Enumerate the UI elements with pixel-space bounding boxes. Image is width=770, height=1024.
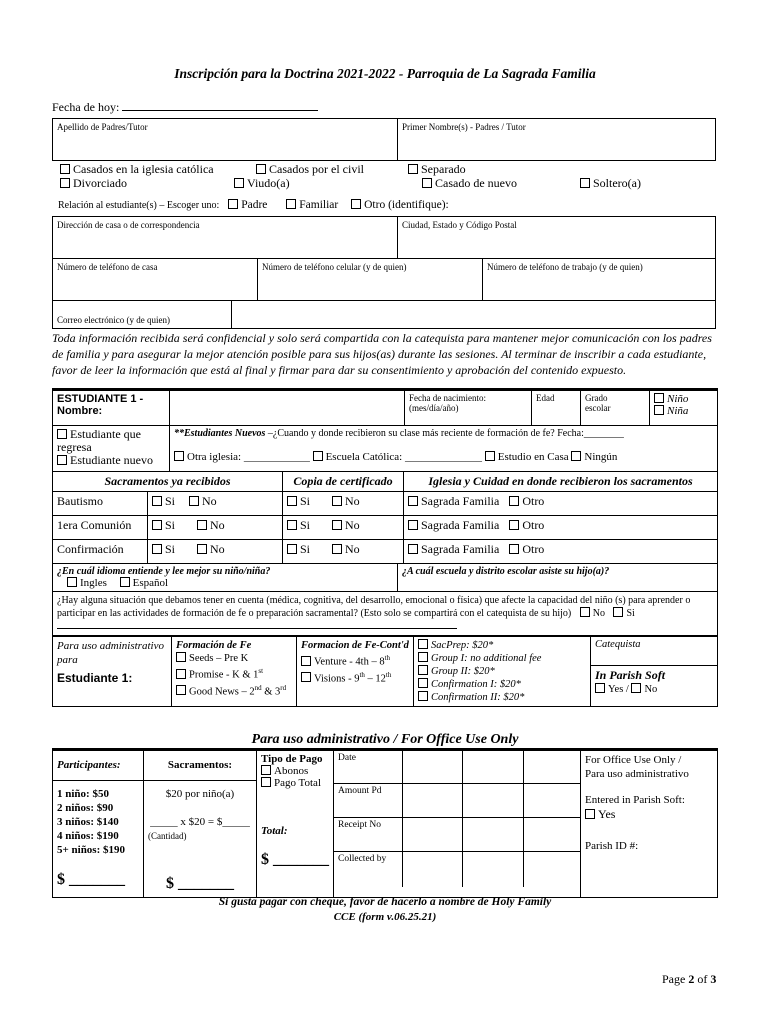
estudio-casa-option[interactable]: Estudio en Casa bbox=[485, 451, 569, 463]
student-type-cell bbox=[53, 426, 170, 472]
checkbox-icon bbox=[418, 665, 428, 675]
sacprep-option[interactable]: SacPrep: $20* bbox=[418, 639, 586, 652]
formacion-cont-cell: Formacion de Fe-Cont'd Venture - 4th – 8th Visions - 9th – 12th bbox=[297, 637, 414, 707]
checkbox-icon bbox=[654, 393, 664, 403]
checkbox-icon bbox=[422, 178, 432, 188]
log-cell[interactable] bbox=[523, 817, 580, 851]
ningun-option[interactable]: Ningún bbox=[571, 451, 617, 463]
checkbox-icon bbox=[60, 178, 70, 188]
status-separado[interactable]: Separado bbox=[408, 162, 466, 176]
checkbox-icon bbox=[301, 656, 311, 666]
checkbox-icon bbox=[174, 451, 184, 461]
sacraments-header-church: Iglesia y Cuidad en donde recibieron los sacramentos bbox=[404, 472, 718, 492]
checkbox-icon bbox=[287, 520, 297, 530]
new-student-info: **Estudiantes Nuevos –¿Cuando y donde recibieron su clase más reciente de formación de fe? Fecha:________ Otra iglesia: ____________ Escuela Católica: ______________ Estudio en Casa Ningún bbox=[170, 426, 718, 472]
checkbox-icon bbox=[197, 520, 207, 530]
venture-option[interactable]: Venture - 4th – 8th bbox=[301, 652, 409, 669]
sacrament-received-options[interactable]: Si No bbox=[148, 540, 283, 564]
sacraments-table bbox=[52, 471, 718, 564]
home-phone-field[interactable]: Número de teléfono de casa bbox=[53, 259, 258, 301]
checkbox-icon bbox=[585, 809, 595, 819]
form-title: Inscripción para la Doctrina 2021-2022 - Parroquia de La Sagrada Familia bbox=[174, 66, 596, 81]
sacrament-received-options[interactable]: Si No bbox=[148, 516, 283, 540]
log-cell[interactable] bbox=[463, 817, 523, 851]
checkbox-icon bbox=[509, 496, 519, 506]
catequista-cell: Catequista In Parish Soft Yes / No bbox=[591, 637, 718, 707]
church-options[interactable]: Sagrada Familia Otro bbox=[404, 540, 718, 564]
checkbox-icon bbox=[176, 669, 186, 679]
parent-table bbox=[52, 118, 716, 161]
sacraments-fee-cell: Sacramentos: $20 por niño(a) _____ x $20 = $_____ (Cantidad) $ _______ bbox=[144, 751, 257, 898]
abonos-option[interactable]: Abonos bbox=[261, 765, 329, 777]
checkbox-icon bbox=[418, 691, 428, 701]
lang-espanol[interactable]: Español bbox=[120, 577, 168, 589]
language-table bbox=[52, 563, 718, 636]
situation-no[interactable]: No bbox=[580, 608, 605, 619]
log-cell[interactable] bbox=[463, 783, 523, 817]
student-regresa[interactable]: Estudiante que regresa bbox=[57, 427, 141, 454]
checkbox-icon bbox=[152, 544, 162, 554]
checkbox-icon bbox=[189, 496, 199, 506]
parish-soft-options[interactable]: Yes / No bbox=[595, 683, 713, 695]
date-row bbox=[52, 98, 318, 115]
visions-option[interactable]: Visions - 9th – 12th bbox=[301, 669, 409, 686]
goodnews-option[interactable]: Good News – 2nd & 3rd bbox=[176, 682, 292, 699]
checkbox-icon bbox=[176, 685, 186, 695]
certificate-options[interactable]: Si No bbox=[283, 516, 404, 540]
log-cell[interactable] bbox=[463, 851, 523, 887]
checkbox-icon bbox=[408, 164, 418, 174]
email-label-cell: Correo electrónico (y de quien) bbox=[53, 301, 232, 329]
relation-familiar[interactable]: Familiar bbox=[286, 199, 338, 211]
grade-field[interactable]: Grado escolar bbox=[581, 391, 650, 425]
checkbox-icon bbox=[197, 544, 207, 554]
office-table bbox=[52, 750, 718, 898]
relation-otro[interactable]: Otro (identifique): bbox=[351, 199, 449, 211]
page-number: Page 2 of 3 bbox=[662, 972, 717, 986]
sacrament-name: Confirmación bbox=[53, 540, 148, 564]
checkbox-icon bbox=[286, 199, 296, 209]
sacrament-name: Bautismo bbox=[53, 492, 148, 516]
admin-label-cell: Para uso administrativo para Estudiante 1: bbox=[53, 637, 172, 707]
work-phone-field[interactable]: Número de teléfono de trabajo (y de quien) bbox=[483, 259, 716, 301]
seeds-option[interactable]: Seeds – Pre K bbox=[176, 652, 292, 665]
payment-total-field[interactable]: $ _______ bbox=[261, 851, 329, 868]
date-label: Fecha de hoy: bbox=[52, 100, 120, 114]
parish-id-field[interactable]: Parish ID #: bbox=[585, 840, 639, 852]
student-nuevo[interactable]: Estudiante nuevo bbox=[57, 454, 165, 467]
checkbox-icon bbox=[509, 520, 519, 530]
checkbox-icon bbox=[418, 639, 428, 649]
church-options[interactable]: Sagrada Familia Otro bbox=[404, 492, 718, 516]
log-cell[interactable] bbox=[403, 783, 463, 817]
parent-firstname-field[interactable]: Primer Nombre(s) - Padres / Tutor bbox=[398, 119, 716, 161]
checkbox-icon bbox=[595, 683, 605, 693]
checkbox-icon bbox=[418, 652, 428, 662]
checkbox-icon bbox=[120, 577, 130, 587]
language-cell: ¿En cuál idioma entiende y lee mejor su niño/niña? Ingles Español bbox=[53, 564, 398, 592]
address-table bbox=[52, 216, 716, 259]
checkbox-icon bbox=[332, 544, 342, 554]
pago-total-option[interactable]: Pago Total bbox=[261, 777, 329, 789]
checkbox-icon bbox=[152, 520, 162, 530]
checkbox-icon bbox=[57, 455, 67, 465]
city-field[interactable]: Ciudad, Estado y Código Postal bbox=[398, 217, 716, 259]
participants-total-field[interactable]: $ _______ bbox=[57, 871, 125, 888]
gender-nino[interactable]: Niño bbox=[654, 393, 713, 405]
situation-cell: ¿Hay alguna situación que debamos tener en cuenta (médica, cognitiva, del desarrollo, emocional o física) que afecte la capacidad del niño (s) para aprender o participar en las actividades de formación de fe o preparación sacramental? (Esto solo se compartirá con el catequista de su hijo) No Si bbox=[53, 592, 718, 636]
parent-lastname-field[interactable]: Apellido de Padres/Tutor bbox=[53, 119, 398, 161]
sacprep-cell bbox=[414, 637, 591, 707]
status-casado-nuevo[interactable]: Casado de nuevo bbox=[422, 176, 517, 190]
status-casados-civil[interactable]: Casados por el civil bbox=[256, 162, 364, 176]
checkbox-icon bbox=[261, 777, 271, 787]
promise-option[interactable]: Promise - K & 1st bbox=[176, 665, 292, 682]
status-divorciado[interactable]: Divorciado bbox=[60, 176, 127, 190]
checkbox-icon bbox=[287, 544, 297, 554]
email-field[interactable] bbox=[232, 301, 716, 329]
checkbox-icon bbox=[571, 451, 581, 461]
checkbox-icon bbox=[60, 164, 70, 174]
checkbox-icon bbox=[332, 520, 342, 530]
checkbox-icon bbox=[332, 496, 342, 506]
checkbox-icon bbox=[152, 496, 162, 506]
log-cell[interactable] bbox=[403, 817, 463, 851]
checkbox-icon bbox=[509, 544, 519, 554]
otra-iglesia-option[interactable]: Otra iglesia: ____________ bbox=[174, 451, 310, 463]
lang-ingles[interactable]: Ingles bbox=[67, 577, 107, 589]
catequista-field[interactable]: Catequista bbox=[591, 637, 717, 666]
group2-option[interactable]: Group II: $20* bbox=[418, 665, 586, 678]
payment-log-cell bbox=[334, 751, 581, 898]
form-version: CCE (form v.06.25.21) bbox=[333, 911, 437, 923]
checkbox-icon bbox=[654, 405, 664, 415]
checkbox-icon bbox=[408, 520, 418, 530]
log-cell[interactable] bbox=[523, 783, 580, 817]
checkbox-icon bbox=[351, 199, 361, 209]
group1-option[interactable]: Group I: no additional fee bbox=[418, 652, 586, 665]
checkbox-icon bbox=[313, 451, 323, 461]
date-field[interactable] bbox=[122, 98, 318, 111]
check-payable-note: Si gusta pagar con cheque, favor de hacerlo a nombre de Holy Family bbox=[218, 896, 552, 908]
gender-nina[interactable]: Niña bbox=[654, 405, 713, 417]
checkbox-icon bbox=[228, 199, 238, 209]
birthdate-field[interactable]: Fecha de nacimiento: (mes/día/año) bbox=[405, 391, 532, 425]
sacrament-received-options[interactable]: Si No bbox=[148, 492, 283, 516]
checkbox-icon bbox=[256, 164, 266, 174]
status-soltero[interactable]: Soltero(a) bbox=[580, 176, 641, 190]
situation-si[interactable]: Si bbox=[613, 608, 634, 619]
checkbox-icon bbox=[57, 429, 67, 439]
certificate-options[interactable]: Si No bbox=[283, 492, 404, 516]
student-name-field[interactable] bbox=[170, 391, 405, 425]
relation-row: Relación al estudiante(s) – Escoger uno: Padre Familiar Otro (identifique): bbox=[58, 199, 449, 211]
checkbox-icon bbox=[613, 607, 623, 617]
log-cell[interactable] bbox=[523, 751, 580, 783]
cell-phone-field[interactable]: Número de teléfono celular (y de quien) bbox=[258, 259, 483, 301]
conf2-option[interactable]: Confirmation II: $20* bbox=[418, 691, 586, 704]
school-question-cell[interactable]: ¿A cuál escuela y distrito escolar asiste su hijo(a)? bbox=[398, 564, 718, 592]
relation-padre[interactable]: Padre bbox=[228, 199, 267, 211]
checkbox-icon bbox=[234, 178, 244, 188]
escuela-catolica-option[interactable]: Escuela Católica: ______________ bbox=[313, 451, 482, 463]
certificate-options[interactable]: Si No bbox=[283, 540, 404, 564]
log-cell[interactable] bbox=[463, 751, 523, 783]
log-cell[interactable] bbox=[403, 751, 463, 783]
office-heading: Para uso administrativo / For Office Use Only bbox=[251, 732, 519, 747]
student-name-label-cell: ESTUDIANTE 1 - Nombre: bbox=[53, 391, 170, 425]
sacraments-header-received: Sacramentos ya recibidos bbox=[53, 472, 283, 492]
participants-cell: Participantes: 1 niño: $50 2 niños: $90 3 niños: $140 4 niños: $190 5+ niños: $190 $ _______ bbox=[53, 751, 144, 898]
sacraments-total-field[interactable]: $ _______ bbox=[166, 875, 234, 892]
student-type-table bbox=[52, 425, 718, 472]
address-field[interactable]: Dirección de casa o de correspondencia bbox=[53, 217, 398, 259]
checkbox-icon bbox=[580, 178, 590, 188]
formacion-cell: Formación de Fe Seeds – Pre K Promise - K & 1st Good News – 2nd & 3rd bbox=[172, 637, 297, 707]
checkbox-icon bbox=[301, 672, 311, 682]
checkbox-icon bbox=[408, 544, 418, 554]
sacrament-name: 1era Comunión bbox=[53, 516, 148, 540]
entered-yes-option[interactable]: Yes bbox=[585, 807, 713, 821]
checkbox-icon bbox=[580, 607, 590, 617]
student-table bbox=[52, 391, 718, 426]
checkbox-icon bbox=[408, 496, 418, 506]
status-casados-iglesia[interactable]: Casados en la iglesia católica bbox=[60, 162, 214, 176]
email-table bbox=[52, 300, 716, 329]
checkbox-icon bbox=[418, 678, 428, 688]
payment-type-cell: Tipo de Pago Abonos Pago Total Total: $ _______ bbox=[257, 751, 334, 898]
checkbox-icon bbox=[176, 652, 186, 662]
admin-table bbox=[52, 636, 718, 707]
checkbox-icon bbox=[261, 765, 271, 775]
checkbox-icon bbox=[67, 577, 77, 587]
gender-cell bbox=[650, 391, 718, 425]
checkbox-icon bbox=[631, 683, 641, 693]
log-cell[interactable] bbox=[523, 851, 580, 887]
checkbox-icon bbox=[485, 451, 495, 461]
church-options[interactable]: Sagrada Familia Otro bbox=[404, 516, 718, 540]
age-field[interactable]: Edad bbox=[532, 391, 581, 425]
status-viudo[interactable]: Viudo(a) bbox=[234, 176, 290, 190]
log-cell[interactable] bbox=[403, 851, 463, 887]
office-use-cell: For Office Use Only / Para uso administrativo Entered in Parish Soft: Yes Parish ID #: bbox=[581, 751, 718, 898]
payment-log-grid: Date Amount Pd Receipt No Collected by bbox=[334, 751, 580, 887]
checkbox-icon bbox=[287, 496, 297, 506]
conf1-option[interactable]: Confirmation I: $20* bbox=[418, 678, 586, 691]
confidential-notice: Toda información recibida será confidencial y solo será compartida con la catequista para mantener mejor comunicación con los padres de familia y para asegurar la mejor atención posible para sus hijos(as) durante las sesiones. Al terminar de inscribir a cada estudiante, favor de leer la información que está al final y firmar para dar su consentimiento y aprobación del contenido expuesto. bbox=[52, 331, 712, 377]
marital-status-group bbox=[60, 162, 720, 192]
phone-table bbox=[52, 258, 716, 301]
sacraments-header-certificate: Copia de certificado bbox=[283, 472, 404, 492]
